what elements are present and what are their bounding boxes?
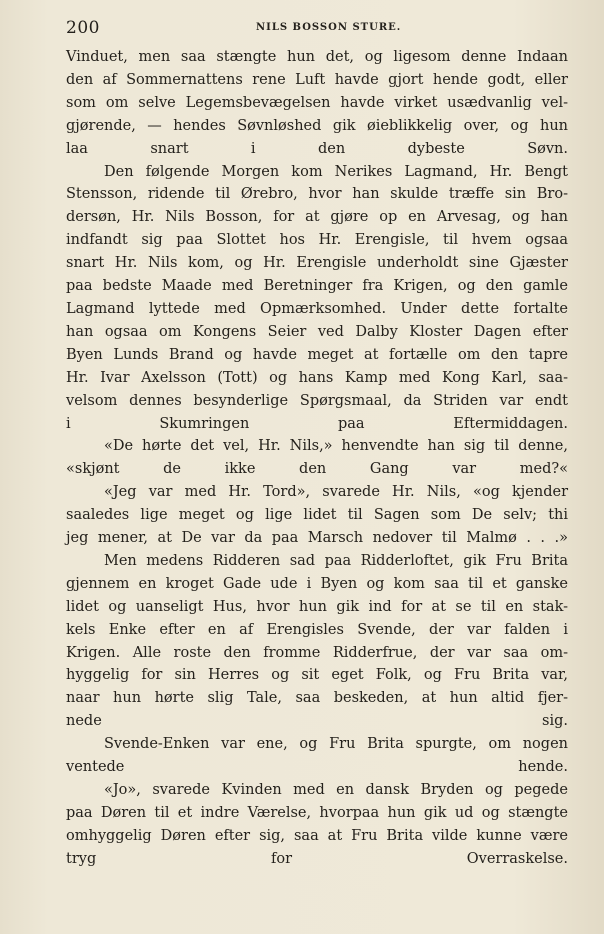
text-line: Hr. Ivar Axelsson (Tott) og hans Kamp med Kong Karl, saa- [66, 369, 568, 386]
text-line: nede sig. [66, 713, 568, 730]
text-line: gjennem en kroget Gade ude i Byen og kom saa til et ganske [66, 575, 568, 592]
page-number: 200 [66, 18, 100, 38]
paragraph [66, 161, 568, 436]
text-line: Byen Lunds Brand og havde meget at fortælle om den tapre [66, 346, 568, 363]
text-line: «De hørte det vel, Hr. Nils,» henvendte han sig til denne, [104, 438, 568, 455]
text-line: Lagmand lyttede med Opmærksomhed. Under dette fortalte [66, 300, 568, 317]
text-line: «skjønt de ikke den Gang var med?« [66, 461, 568, 478]
text-line: velsom dennes besynderlige Spørgsmaal, da Striden var endt [66, 392, 568, 409]
text-line: gjørende, — hendes Søvnløshed gik øieblikkelig over, og hun [66, 117, 568, 134]
text-line: Den følgende Morgen kom Nerikes Lagmand, Hr. Bengt [104, 163, 568, 180]
paragraph [66, 550, 568, 733]
paragraph [66, 435, 568, 481]
text-line: tryg for Overraskelse. [66, 850, 568, 867]
text-line: saaledes lige meget og lige lidet til Sagen som De selv; thi [66, 507, 568, 524]
text-line: ventede hende. [66, 759, 568, 776]
text-line: paa Døren til et indre Værelse, hvorpaa hun gik ud og stængte [66, 804, 568, 821]
text-line: kels Enke efter en af Erengisles Svende, der var falden i [66, 621, 568, 638]
text-line: Svende-Enken var ene, og Fru Brita spurgte, om nogen [104, 736, 568, 753]
text-line: dersøn, Hr. Nils Bosson, for at gjøre op en Arvesag, og han [66, 209, 568, 226]
text-line: «Jo», svarede Kvinden med en dansk Bryden og pegede [104, 782, 568, 798]
text-line: i Skumringen paa Eftermiddagen. [66, 415, 568, 432]
text-line: Men medens Ridderen sad paa Ridderloftet, gik Fru Brita [104, 552, 568, 569]
paragraph [66, 779, 568, 871]
text-line: som om selve Legemsbevægelsen havde virket usædvanlig vel- [66, 94, 568, 111]
body-text [66, 46, 568, 871]
text-line: Krigen. Alle roste den fromme Ridderfrue, der var saa om- [66, 644, 568, 661]
text-line: den af Sommernattens rene Luft havde gjort hende godt, eller [66, 71, 568, 88]
text-line: paa bedste Maade med Beretninger fra Krigen, og den gamle [66, 278, 568, 295]
text-line: hyggelig for sin Herres og sit eget Folk, og Fru Brita var, [66, 667, 568, 684]
text-line: «Jeg var med Hr. Tord», svarede Hr. Nils, «og kjender [104, 484, 568, 501]
text-line: naar hun hørte slig Tale, saa beskeden, at hun altid fjer- [66, 690, 568, 707]
text-line: indfandt sig paa Slottet hos Hr. Erengisle, til hvem ogsaa [66, 232, 568, 249]
text-line: Stensson, ridende til Ørebro, hvor han skulde træffe sin Bro- [66, 186, 568, 203]
paragraph [66, 46, 568, 161]
text-line: laa snart i den dybeste Søvn. [66, 140, 568, 157]
page-header [66, 16, 570, 42]
text-line: jeg mener, at De var da paa Marsch nedover til Malmø . . .» [66, 530, 568, 547]
running-title: NILS BOSSON STURE. [256, 22, 402, 33]
text-line: Vinduet, men saa stængte hun det, og ligesom denne Indaan [66, 49, 568, 65]
text-line: lidet og uanseligt Hus, hvor hun gik ind for at se til en stak- [66, 598, 568, 615]
text-line: snart Hr. Nils kom, og Hr. Erengisle underholdt sine Gjæster [66, 255, 568, 272]
paragraph [66, 733, 568, 779]
text-line: han ogsaa om Kongens Seier ved Dalby Kloster Dagen efter [66, 323, 568, 340]
text-line: omhyggelig Døren efter sig, saa at Fru Brita vilde kunne være [66, 827, 568, 844]
paragraph [66, 481, 568, 550]
